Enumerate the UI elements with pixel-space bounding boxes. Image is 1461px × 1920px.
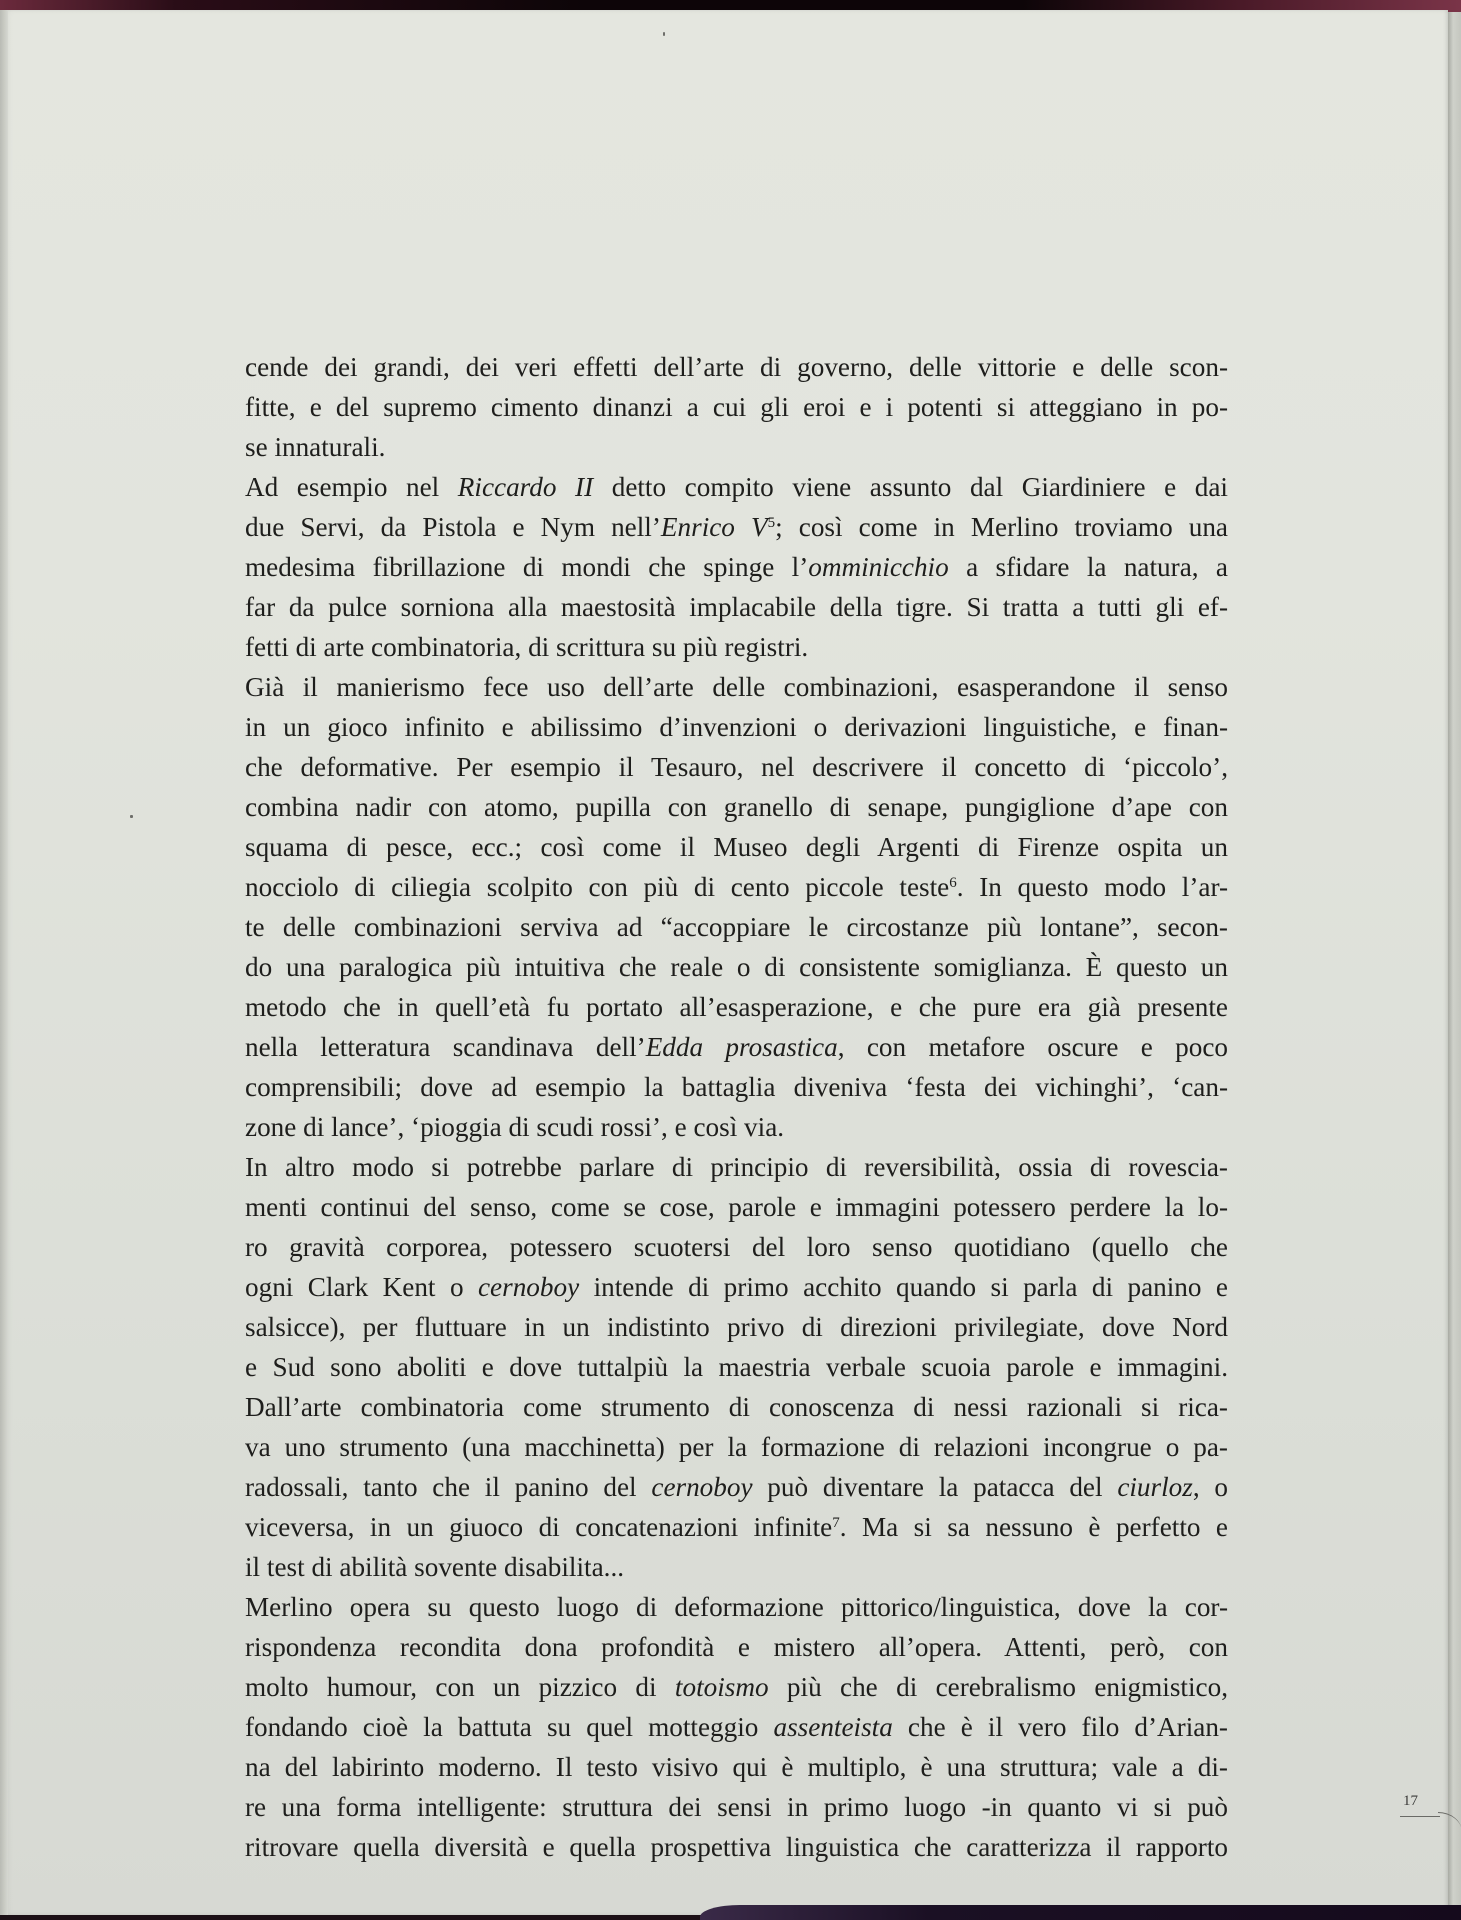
- text-segment: nocciolo di ciliegia scolpito con più di cento piccole teste: [245, 872, 950, 902]
- text-line: [245, 1347, 1228, 1387]
- text-segment: comprensibili; dove ad esempio la battaglia diveniva ‘festa dei vichinghi’, ‘can-: [245, 1072, 1228, 1102]
- text-segment: metodo che in quell’età fu portato all’esasperazione, e che pure era già presente: [245, 992, 1228, 1022]
- text-line: [245, 1547, 1228, 1587]
- text-segment: combina nadir con atomo, pupilla con granello di senape, pungiglione d’ape con: [245, 792, 1228, 822]
- text-segment: In altro modo si potrebbe parlare di principio di reversibilità, ossia di rovescia-: [245, 1152, 1228, 1182]
- text-line: [245, 747, 1228, 787]
- text-segment: ; così come in Merlino troviamo una: [775, 512, 1228, 542]
- paper-speck: [130, 815, 133, 818]
- text-line: [245, 787, 1228, 827]
- text-segment: ogni Clark Kent o: [245, 1272, 478, 1302]
- text-segment: re una forma intelligente: struttura dei sensi in primo luogo -in quanto vi si può: [245, 1792, 1228, 1822]
- text-segment: , o: [1192, 1472, 1228, 1502]
- text-segment: Già il manierismo fece uso dell’arte delle combinazioni, esasperandone il senso: [245, 672, 1228, 702]
- page-number: 17: [1403, 1793, 1418, 1809]
- text-line: [245, 1027, 1228, 1067]
- footnote-ref: 7: [832, 1515, 840, 1531]
- text-line: [245, 667, 1228, 707]
- italic-text: assenteista: [773, 1712, 893, 1742]
- text-line: [245, 1667, 1228, 1707]
- text-segment: nella letteratura scandinava dell’: [245, 1032, 646, 1062]
- text-segment: e Sud sono aboliti e dove tuttalpiù la maestria verbale scuoia parole e immagini.: [245, 1352, 1228, 1382]
- text-segment: . In questo modo l’ar-: [956, 872, 1229, 902]
- text-segment: molto humour, con un pizzico di: [245, 1672, 675, 1702]
- text-segment: intende di primo acchito quando si parla di panino e: [579, 1272, 1228, 1302]
- text-segment: squama di pesce, ecc.; così come il Museo degli Argenti di Firenze ospita un: [245, 832, 1228, 862]
- italic-text: cernoboy: [477, 1272, 580, 1302]
- text-segment: va uno strumento (una macchinetta) per la formazione di relazioni incongrue o pa-: [245, 1432, 1228, 1462]
- text-segment: può diventare la patacca del: [752, 1472, 1118, 1502]
- page-number-rule: [1400, 1816, 1440, 1817]
- text-segment: zone di lance’, ‘pioggia di scudi rossi’, e così via.: [245, 1112, 785, 1142]
- text-segment: medesima fibrillazione di mondi che spinge l’: [245, 552, 809, 582]
- text-line: [245, 987, 1228, 1027]
- body-text: [245, 347, 1228, 1867]
- text-segment: , con metafore oscure e poco: [837, 1032, 1229, 1062]
- italic-text: Edda prosastica: [645, 1032, 838, 1062]
- text-segment: menti continui del senso, come se cose, parole e immagini potessero perdere la lo-: [245, 1192, 1228, 1222]
- text-line: [245, 467, 1228, 507]
- text-line: [245, 1507, 1228, 1547]
- text-line: [245, 827, 1228, 867]
- text-segment: ro gravità corporea, potessero scuotersi del loro senso quotidiano (quello che: [245, 1232, 1228, 1262]
- text-line: [245, 507, 1228, 547]
- text-line: [245, 1427, 1228, 1467]
- text-line: [245, 1587, 1228, 1627]
- text-line: [245, 1187, 1228, 1227]
- text-segment: rispondenza recondita dona profondità e mistero all’opera. Attenti, però, con: [245, 1632, 1228, 1662]
- text-segment: in un gioco infinito e abilissimo d’invenzioni o derivazioni linguistiche, e finan-: [245, 712, 1228, 742]
- text-line: [245, 907, 1228, 947]
- text-line: [245, 1787, 1228, 1827]
- backdrop-bottom: [700, 1905, 1461, 1920]
- paper-speck: [663, 32, 665, 36]
- text-segment: fetti di arte combinatoria, di scrittura su più registri.: [245, 632, 809, 662]
- text-line: [245, 1267, 1228, 1307]
- text-line: [245, 547, 1228, 587]
- text-segment: te delle combinazioni serviva ad “accoppiare le circostanze più lontane”, secon-: [245, 912, 1228, 942]
- text-line: [245, 1067, 1228, 1107]
- text-segment: detto compito viene assunto dal Giardiniere e dai: [593, 472, 1228, 502]
- text-segment: che deformative. Per esempio il Tesauro, nel descrivere il concetto di ‘piccolo’,: [245, 752, 1228, 782]
- page-gutter-edge: [0, 10, 8, 1915]
- text-line: [245, 587, 1228, 627]
- footnote-ref: 6: [949, 875, 957, 891]
- text-segment: fondando cioè la battuta su quel motteggio: [245, 1712, 774, 1742]
- text-line: [245, 427, 1228, 467]
- text-segment: più che di cerebralismo enigmistico,: [768, 1672, 1229, 1702]
- italic-text: Enrico V: [660, 512, 768, 542]
- text-line: [245, 867, 1228, 907]
- text-segment: due Servi, da Pistola e Nym nell’: [245, 512, 661, 542]
- italic-text: omminicchio: [808, 552, 949, 582]
- text-line: [245, 1827, 1228, 1867]
- text-line: [245, 947, 1228, 987]
- text-segment: ritrovare quella diversità e quella prospettiva linguistica che caratterizza il rapporto: [245, 1832, 1228, 1862]
- text-segment: il test di abilità sovente disabilita...: [245, 1552, 625, 1582]
- text-line: [245, 1227, 1228, 1267]
- italic-text: ciurloz: [1117, 1472, 1193, 1502]
- italic-text: totoismo: [674, 1672, 769, 1702]
- text-segment: cende dei grandi, dei veri effetti dell’arte di governo, delle vittorie e delle scon-: [245, 352, 1228, 382]
- text-line: [245, 1627, 1228, 1667]
- text-segment: se innaturali.: [245, 432, 386, 462]
- text-segment: radossali, tanto che il panino del: [245, 1472, 652, 1502]
- text-line: [245, 1387, 1228, 1427]
- italic-text: Riccardo II: [457, 472, 594, 502]
- text-segment: . Ma si sa nessuno è perfetto e: [839, 1512, 1228, 1542]
- text-segment: na del labirinto moderno. Il testo visivo qui è multiplo, è una struttura; vale a di-: [245, 1752, 1228, 1782]
- text-segment: Merlino opera su questo luogo di deformazione pittorico/linguistica, dove la cor-: [245, 1592, 1228, 1622]
- text-line: [245, 1467, 1228, 1507]
- page-right-fold: [1448, 12, 1461, 1907]
- text-line: [245, 1747, 1228, 1787]
- text-segment: Ad esempio nel: [245, 472, 458, 502]
- text-segment: fitte, e del supremo cimento dinanzi a cui gli eroi e i potenti si atteggiano in po-: [245, 392, 1228, 422]
- text-line: [245, 387, 1228, 427]
- text-segment: a sfidare la natura, a: [948, 552, 1228, 582]
- text-line: [245, 1147, 1228, 1187]
- text-segment: Dall’arte combinatoria come strumento di conoscenza di nessi razionali si rica-: [245, 1392, 1228, 1422]
- text-line: [245, 1107, 1228, 1147]
- text-segment: do una paralogica più intuitiva che reale o di consistente somiglianza. È questo un: [245, 952, 1228, 982]
- text-segment: che è il vero filo d’Arian-: [892, 1712, 1228, 1742]
- footnote-ref: 5: [767, 515, 776, 531]
- text-line: [245, 347, 1228, 387]
- text-line: [245, 1307, 1228, 1347]
- text-line: [245, 627, 1228, 667]
- text-line: [245, 707, 1228, 747]
- italic-text: cernoboy: [651, 1472, 753, 1502]
- text-line: [245, 1707, 1228, 1747]
- text-segment: salsicce), per fluttuare in un indistinto privo di direzioni privilegiate, dove Nord: [245, 1312, 1228, 1342]
- text-segment: viceversa, in un giuoco di concatenazioni infinite: [245, 1512, 833, 1542]
- text-segment: far da pulce sorniona alla maestosità implacabile della tigre. Si tratta a tutti gli ef-: [245, 592, 1228, 622]
